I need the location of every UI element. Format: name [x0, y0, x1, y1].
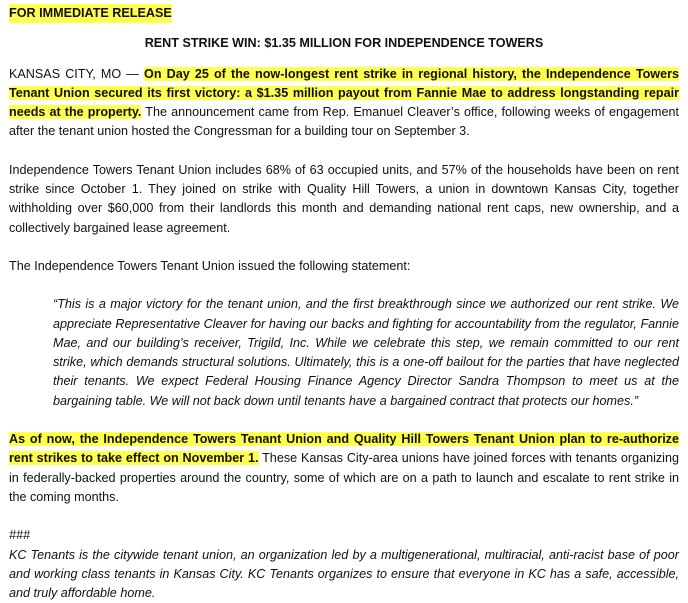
release-label: FOR IMMEDIATE RELEASE — [9, 4, 172, 23]
lead-paragraph — [9, 65, 679, 142]
end-marks: ### — [9, 528, 31, 543]
union-paragraph: Independence Towers Tenant Union includes 68% of 63 occupied units, and 57% of the households have been on rent strike since October 1. They joined on strike with Quality Hill Towers, a union in downtown Kansas City, together withholding over $60,000 from their landlords this month and demanding national rent caps, new ownership, and a collectively bargained lease agreement. — [9, 162, 679, 235]
statement-intro: The Independence Towers Tenant Union issued the following statement: — [9, 258, 411, 273]
reauthorize-paragraph — [9, 430, 679, 507]
about-kc-tenants: KC Tenants is the citywide tenant union, an organization led by a multigenerational, multiracial, anti-racist base of poor and working class tenants in Kansas City. KC Tenants organizes to ensure that everyone in KC has a safe, accessible, and truly affordable home. — [9, 547, 679, 601]
reauthorize-highlight: As of now, the Independence Towers Tenant Union and Quality Hill Towers Tenant Union plan to re-authorize rent strikes to take effect on November 1. — [9, 432, 679, 466]
lead-highlight: On Day 25 of the now-longest rent strike in regional history, the Independence Towers Tenant Union secured its first victory: a $1.35 million payout from Fannie Mae to address longstanding repair needs at the property. — [9, 66, 679, 120]
lead-rest: The announcement came from Rep. Emanuel Cleaver’s office, following weeks of engagement after the tenant union hosted the Congressman for a building tour on September 3. — [9, 105, 679, 139]
headline: RENT STRIKE WIN: $1.35 MILLION FOR INDEPENDENCE TOWERS — [144, 36, 544, 51]
union-statement-quote: “This is a major victory for the tenant union, and the first breakthrough since we authorized our rent strike. We appreciate Representative Cleaver for having our backs and fighting for accountability from the regulator, Fannie Mae, and our building’s receiver, Trigild, Inc. While we celebrate this step, we remain committed to our rent strike, which demands structural solutions. Ultimately, this is a one-off bailout for the parties that have neglected their tenants. We expect Federal Housing Finance Agency Director Sandra Thompson to meet us at the bargaining table. We will not back down until tenants have a bargained contract that protects our homes.” — [53, 297, 679, 408]
reauthorize-rest: These Kansas City-area unions have joined forces with tenants organizing in federally-backed properties around the country, some of which are on a path to launch and escalate to rent strike in the coming months. — [9, 451, 679, 504]
dateline: KANSAS CITY, MO — — [9, 66, 145, 81]
